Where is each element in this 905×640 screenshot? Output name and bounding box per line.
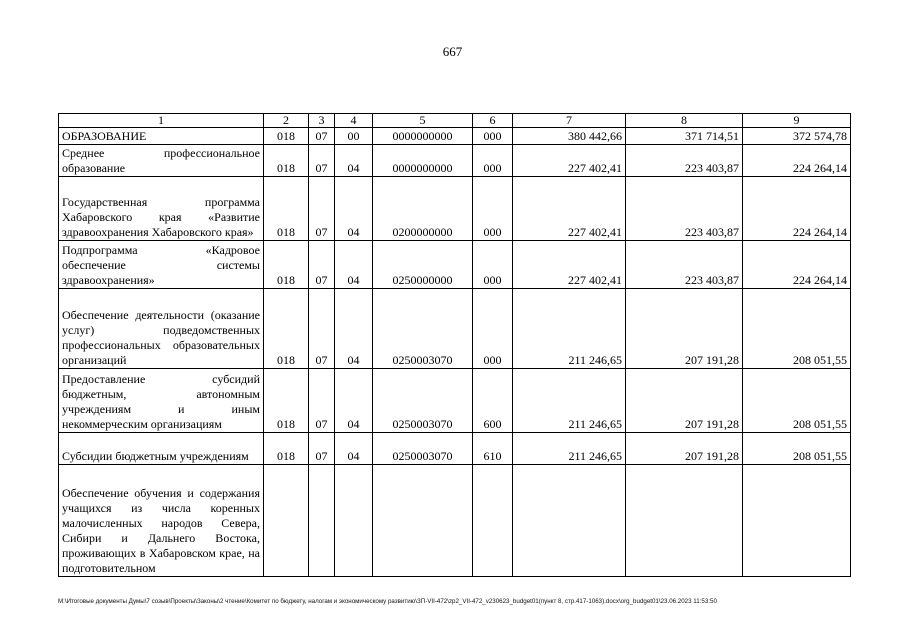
cell-amount-col9: 372 574,78 bbox=[743, 128, 851, 145]
cell-amount-col7 bbox=[513, 465, 626, 577]
table-row bbox=[59, 289, 851, 369]
row-name: Среднее профессиональное образование bbox=[59, 145, 264, 177]
header-row bbox=[59, 114, 851, 128]
row-name: Обеспечение деятельности (оказание услуг) подведомственных профессиональных образовательных организаций bbox=[59, 289, 264, 369]
table-row bbox=[59, 369, 851, 433]
cell-amount-col9: 224 264,14 bbox=[743, 241, 851, 289]
row-name: ОБРАЗОВАНИЕ bbox=[59, 128, 264, 145]
column-header: 6 bbox=[473, 114, 513, 128]
cell-admin-code: 018 bbox=[264, 289, 309, 369]
cell-admin-code: 018 bbox=[264, 177, 309, 241]
cell-section: 07 bbox=[309, 369, 335, 433]
cell-target-article: 0250000000 bbox=[373, 241, 473, 289]
cell-amount-col7: 380 442,66 bbox=[513, 128, 626, 145]
table-row bbox=[59, 433, 851, 465]
column-header: 2 bbox=[264, 114, 309, 128]
cell-amount-col8: 207 191,28 bbox=[626, 289, 743, 369]
cell-target-article: 0000000000 bbox=[373, 145, 473, 177]
cell-subsection: 04 bbox=[335, 433, 373, 465]
cell-amount-col9 bbox=[743, 465, 851, 577]
cell-amount-col8: 223 403,87 bbox=[626, 177, 743, 241]
page-number: 667 bbox=[442, 44, 463, 59]
cell-amount-col8: 223 403,87 bbox=[626, 241, 743, 289]
cell-section bbox=[309, 465, 335, 577]
cell-expense-type: 610 bbox=[473, 433, 513, 465]
cell-target-article: 0000000000 bbox=[373, 128, 473, 145]
column-header: 8 bbox=[626, 114, 743, 128]
row-name: Субсидии бюджетным учреждениям bbox=[59, 433, 264, 465]
table-row bbox=[59, 177, 851, 241]
cell-expense-type: 000 bbox=[473, 241, 513, 289]
cell-subsection: 00 bbox=[335, 128, 373, 145]
cell-admin-code: 018 bbox=[264, 369, 309, 433]
table-row bbox=[59, 128, 851, 145]
cell-section: 07 bbox=[309, 289, 335, 369]
cell-amount-col7: 227 402,41 bbox=[513, 177, 626, 241]
cell-amount-col7: 211 246,65 bbox=[513, 289, 626, 369]
column-header: 7 bbox=[513, 114, 626, 128]
cell-target-article: 0250003070 bbox=[373, 369, 473, 433]
cell-section: 07 bbox=[309, 241, 335, 289]
cell-amount-col9: 224 264,14 bbox=[743, 177, 851, 241]
column-header: 4 bbox=[335, 114, 373, 128]
cell-expense-type: 000 bbox=[473, 289, 513, 369]
cell-target-article: 0200000000 bbox=[373, 177, 473, 241]
table-row bbox=[59, 241, 851, 289]
column-header: 3 bbox=[309, 114, 335, 128]
cell-amount-col8 bbox=[626, 465, 743, 577]
cell-admin-code: 018 bbox=[264, 145, 309, 177]
cell-target-article bbox=[373, 465, 473, 577]
cell-amount-col8: 207 191,28 bbox=[626, 433, 743, 465]
cell-subsection bbox=[335, 465, 373, 577]
cell-amount-col8: 223 403,87 bbox=[626, 145, 743, 177]
table-row bbox=[59, 145, 851, 177]
cell-section: 07 bbox=[309, 177, 335, 241]
cell-expense-type: 600 bbox=[473, 369, 513, 433]
cell-amount-col9: 208 051,55 bbox=[743, 369, 851, 433]
column-header: 9 bbox=[743, 114, 851, 128]
cell-amount-col9: 208 051,55 bbox=[743, 433, 851, 465]
cell-subsection: 04 bbox=[335, 177, 373, 241]
cell-amount-col9: 208 051,55 bbox=[743, 289, 851, 369]
cell-admin-code: 018 bbox=[264, 241, 309, 289]
cell-target-article: 0250003070 bbox=[373, 433, 473, 465]
cell-subsection: 04 bbox=[335, 241, 373, 289]
cell-subsection: 04 bbox=[335, 369, 373, 433]
cell-amount-col8: 207 191,28 bbox=[626, 369, 743, 433]
cell-amount-col7: 211 246,65 bbox=[513, 369, 626, 433]
row-name: Подпрограмма «Кадровое обеспечение системы здравоохранения» bbox=[59, 241, 264, 289]
cell-amount-col7: 211 246,65 bbox=[513, 433, 626, 465]
cell-subsection: 04 bbox=[335, 289, 373, 369]
row-name: Обеспечение обучения и содержания учащихся из числа коренных малочисленных народов Севера, Сибири и Дальнего Востока, проживающих в Хабаровском крае, на подготовительном bbox=[59, 465, 264, 577]
cell-amount-col7: 227 402,41 bbox=[513, 241, 626, 289]
row-name: Предоставление субсидий бюджетным, автономным учреждениям и иным некоммерческим организациям bbox=[59, 369, 264, 433]
cell-expense-type: 000 bbox=[473, 145, 513, 177]
footer-file-path: M:\Итоговые документы Думы\7 созыв\Проекты\Законы\2 чтение\Комитет по бюджету, налогам и экономическому развитию\ЗП-VII-472\zp2_VII-472_v230623_budget01(пункт 8, стр.417-1063).docx\org_budget01\23.06.2023 11:53:50 bbox=[58, 598, 717, 605]
cell-section: 07 bbox=[309, 128, 335, 145]
table-row bbox=[59, 465, 851, 577]
cell-section: 07 bbox=[309, 433, 335, 465]
cell-admin-code: 018 bbox=[264, 128, 309, 145]
cell-expense-type bbox=[473, 465, 513, 577]
cell-section: 07 bbox=[309, 145, 335, 177]
cell-amount-col8: 371 714,51 bbox=[626, 128, 743, 145]
cell-expense-type: 000 bbox=[473, 177, 513, 241]
cell-admin-code bbox=[264, 465, 309, 577]
row-name: Государственная программа Хабаровского края «Развитие здравоохранения Хабаровского края» bbox=[59, 177, 264, 241]
column-header: 5 bbox=[373, 114, 473, 128]
cell-amount-col7: 227 402,41 bbox=[513, 145, 626, 177]
cell-amount-col9: 224 264,14 bbox=[743, 145, 851, 177]
cell-target-article: 0250003070 bbox=[373, 289, 473, 369]
cell-expense-type: 000 bbox=[473, 128, 513, 145]
cell-admin-code: 018 bbox=[264, 433, 309, 465]
cell-subsection: 04 bbox=[335, 145, 373, 177]
column-header: 1 bbox=[59, 114, 264, 128]
budget-table bbox=[58, 113, 851, 577]
